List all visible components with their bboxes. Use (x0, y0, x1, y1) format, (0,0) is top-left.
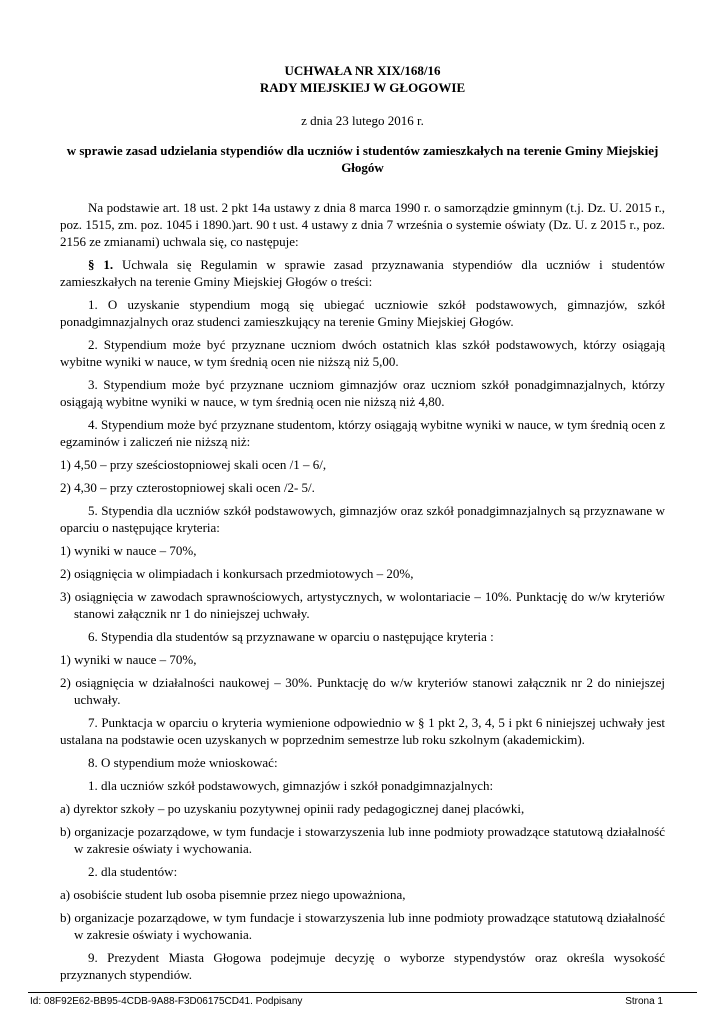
resolution-date: z dnia 23 lutego 2016 r. (301, 113, 424, 128)
point-4: 4. Stypendium może być przyznane studentom, którzy osiągają wybitne wyniki w nauce, w tym średnią ocen z egzaminów i zaliczeń nie niższą niż: (60, 417, 665, 449)
list-item (60, 674, 665, 708)
list-item (60, 823, 665, 857)
list-item-number: a) (60, 801, 71, 816)
paragraph-1-text: Uchwala się Regulamin w sprawie zasad przyznawania stypendiów dla uczniów i studentów zamieszkałych na terenie Gminy Miejskiej Głogów o treści: (60, 257, 666, 289)
list-item (60, 565, 665, 582)
document-id: Id: 08F92E62-BB95-4CDB-9A88-F3D06175CD41. Podpisany (30, 996, 303, 1007)
list-item (60, 588, 665, 622)
point-1: 1. O uzyskanie stypendium mogą się ubiegać uczniowie szkół podstawowych, gimnazjów, szkół ponadgimnazjalnych oraz studenci zamieszkujący na terenie Gminy Miejskiej Głogów. (60, 297, 665, 329)
list-item-number: 1) (60, 543, 71, 558)
list-item-text: wyniki w nauce – 70%, (70, 543, 197, 558)
list-item-text: 4,50 – przy sześciostopniowej skali ocen /1 – 6/, (70, 457, 327, 472)
list-item-number: 2) (60, 566, 71, 581)
list-item-number: a) (60, 887, 71, 902)
point-5: 5. Stypendia dla uczniów szkół podstawowych, gimnazjów oraz szkół ponadgimnazjalnych są przyznawane w oparciu o następujące kryteria: (60, 503, 665, 535)
list-item (60, 800, 665, 817)
list-item (60, 909, 665, 943)
resolution-title (60, 62, 665, 96)
list-item-text: osobiście student lub osoba pisemnie przez niego upoważniona, (70, 887, 406, 902)
title-line-2: RADY MIEJSKIEJ W GŁOGOWIE (259, 80, 466, 95)
point-9: 9. Prezydent Miasta Głogowa podejmuje decyzję o wyborze stypendystów oraz określa wysokość przyznanych stypendiów. (60, 950, 665, 982)
point-8-2: 2. dla studentów: (88, 864, 178, 879)
point-8: 8. O stypendium może wnioskować: (88, 755, 278, 770)
list-item-number: 2) (60, 675, 71, 690)
point-7: 7. Punktacja w oparciu o kryteria wymienione odpowiednio w § 1 pkt 2, 3, 4, 5 i pkt 6 niniejszej uchwały jest ustalana na podstawie ocen uzyskanych w poprzednim semestrze lub roku szkolnym (akademickim). (60, 715, 665, 747)
list-item-text: dyrektor szkoły – po uzyskaniu pozytywnej opinii rady pedagogicznej danej placówki, (70, 801, 525, 816)
paragraph-1-label: § 1. (88, 257, 114, 272)
page-number: Strona 1 (625, 996, 663, 1007)
list-item-text: osiągnięcia w działalności naukowej – 30%. Punktację do w/w kryteriów stanowi załącznik nr 2 do niniejszej uchwały. (70, 675, 665, 707)
list-item (60, 542, 665, 559)
list-item (60, 886, 665, 903)
point-3: 3. Stypendium może być przyznane uczniom gimnazjów oraz uczniom szkół ponadgimnazjalnych, którzy osiągają wybitne wyniki w nauce, w tym średnią ocen nie niższą niż 4,80. (60, 377, 665, 409)
paragraph-1 (60, 256, 665, 290)
list-item-number: b) (60, 824, 71, 839)
point-2: 2. Stypendium może być przyznane uczniom dwóch ostatnich klas szkół podstawowych, którzy osiągają wybitne wyniki w nauce, w tym średnią ocen nie niższą niż 5,00. (60, 337, 665, 369)
list-item-text: organizacje pozarządowe, w tym fundacje i stowarzyszenia lub inne podmioty prowadzące statutową działalność w zakresie oświaty i wychowania. (70, 910, 665, 942)
list-item-number: 1) (60, 652, 71, 667)
list-item-number: 1) (60, 457, 71, 472)
list-item (60, 479, 665, 496)
title-line-1: UCHWAŁA NR XIX/168/16 (284, 63, 441, 78)
list-item-text: osiągnięcia w olimpiadach i konkursach przedmiotowych – 20%, (70, 566, 414, 581)
list-item-text: osiągnięcia w zawodach sprawnościowych, artystycznych, w wolontariacie – 10%. Punktację do w/w kryteriów stanowi załącznik nr 1 do niniejszej uchwały. (70, 589, 665, 621)
preamble: Na podstawie art. 18 ust. 2 pkt 14a ustawy z dnia 8 marca 1990 r. o samorządzie gminnym (t.j. Dz. U. 2015 r., poz. 1515, zm. poz. 1045 i 1890.)art. 90 t ust. 4 ustawy z dnia 7 września o systemie oświaty (Dz. U. z 2015 r., poz. 2156 ze zmianami) uchwala się, co następuje: (60, 200, 665, 249)
footer-divider (28, 992, 697, 993)
list-item (60, 456, 665, 473)
list-item-text: 4,30 – przy czterostopniowej skali ocen /2- 5/. (70, 480, 315, 495)
list-item-number: 3) (60, 589, 71, 604)
document-body (60, 199, 665, 989)
point-8-1: 1. dla uczniów szkół podstawowych, gimnazjów i szkół ponadgimnazjalnych: (88, 778, 494, 793)
point-6: 6. Stypendia dla studentów są przyznawane w oparciu o następujące kryteria : (88, 629, 494, 644)
list-item-text: wyniki w nauce – 70%, (70, 652, 197, 667)
list-item-text: organizacje pozarządowe, w tym fundacje i stowarzyszenia lub inne podmioty prowadzące statutową działalność w zakresie oświaty i wychowania. (70, 824, 665, 856)
resolution-subject: w sprawie zasad udzielania stypendiów dla uczniów i studentów zamieszkałych na terenie Gminy Miejskiej Głogów (66, 143, 659, 175)
list-item (60, 651, 665, 668)
list-item-number: 2) (60, 480, 71, 495)
list-item-number: b) (60, 910, 71, 925)
